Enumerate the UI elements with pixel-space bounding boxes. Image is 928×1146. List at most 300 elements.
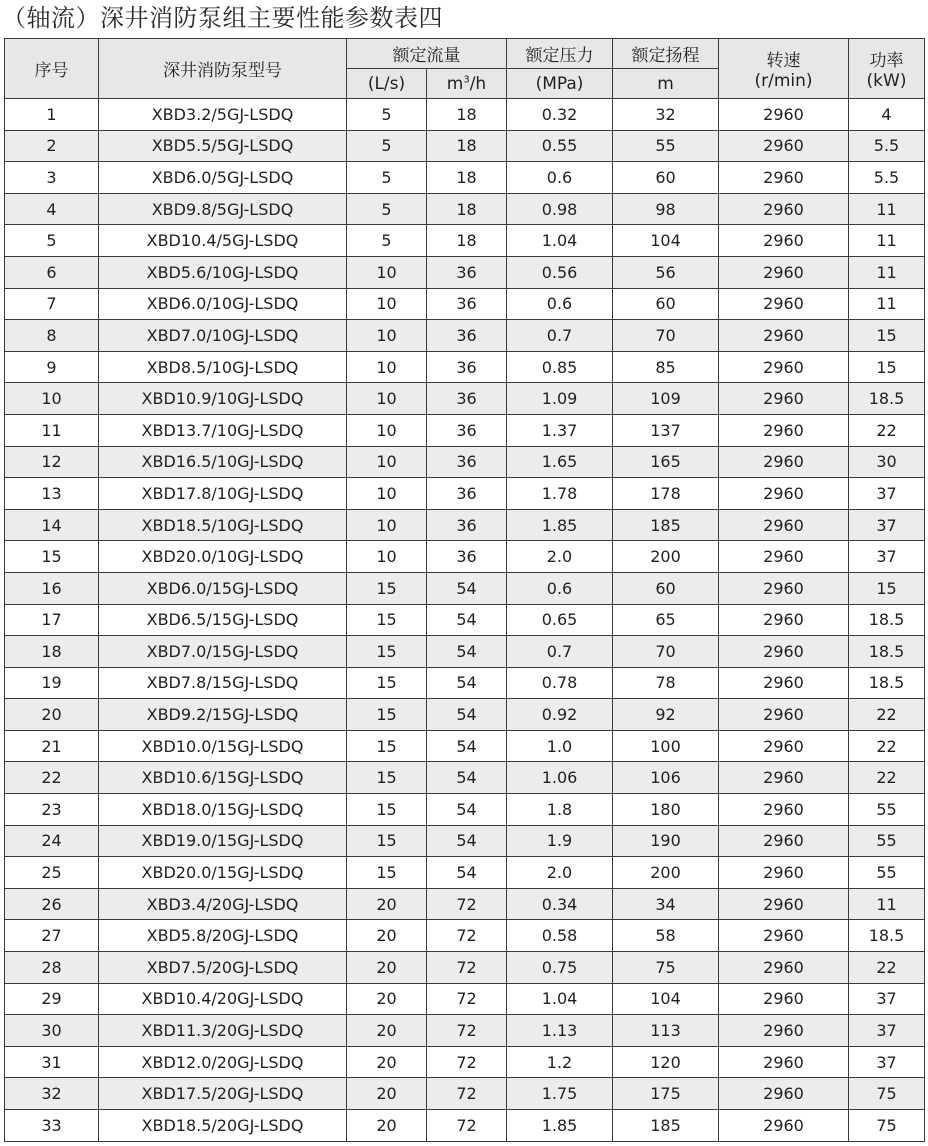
cell-speed: 2960 bbox=[719, 414, 849, 446]
cell-speed: 2960 bbox=[719, 699, 849, 731]
cell-power: 22 bbox=[849, 730, 925, 762]
cell-head: 109 bbox=[613, 383, 719, 415]
cell-model: XBD5.8/20GJ-LSDQ bbox=[99, 920, 347, 952]
table-row bbox=[5, 730, 925, 762]
cell-model: XBD7.0/15GJ-LSDQ bbox=[99, 636, 347, 668]
cell-speed: 2960 bbox=[719, 541, 849, 573]
cell-flow-m3h: 72 bbox=[427, 952, 507, 984]
header-power-unit: (kW) bbox=[866, 71, 907, 91]
cell-head: 190 bbox=[613, 825, 719, 857]
cell-speed: 2960 bbox=[719, 288, 849, 320]
cell-pressure: 0.75 bbox=[507, 952, 613, 984]
table-row bbox=[5, 99, 925, 131]
header-flow-unit-m3h bbox=[427, 69, 507, 99]
cell-speed: 2960 bbox=[719, 1046, 849, 1078]
cell-speed: 2960 bbox=[719, 667, 849, 699]
cell-power: 37 bbox=[849, 509, 925, 541]
cell-flow-ls: 20 bbox=[347, 1110, 427, 1142]
cell-speed: 2960 bbox=[719, 1078, 849, 1110]
cell-model: XBD10.4/20GJ-LSDQ bbox=[99, 983, 347, 1015]
cell-speed: 2960 bbox=[719, 888, 849, 920]
cell-pressure: 1.04 bbox=[507, 983, 613, 1015]
cell-model: XBD10.9/10GJ-LSDQ bbox=[99, 383, 347, 415]
cell-power: 4 bbox=[849, 99, 925, 131]
cell-flow-ls: 20 bbox=[347, 983, 427, 1015]
cell-flow-ls: 5 bbox=[347, 162, 427, 194]
cell-flow-ls: 5 bbox=[347, 225, 427, 257]
cell-index: 11 bbox=[5, 414, 99, 446]
cell-speed: 2960 bbox=[719, 256, 849, 288]
cell-model: XBD12.0/20GJ-LSDQ bbox=[99, 1046, 347, 1078]
table-row bbox=[5, 162, 925, 194]
cell-flow-ls: 20 bbox=[347, 888, 427, 920]
cell-index: 28 bbox=[5, 952, 99, 984]
table-row bbox=[5, 983, 925, 1015]
header-power bbox=[849, 39, 925, 99]
cell-speed: 2960 bbox=[719, 320, 849, 352]
cell-pressure: 0.78 bbox=[507, 667, 613, 699]
cell-pressure: 1.09 bbox=[507, 383, 613, 415]
cell-flow-ls: 20 bbox=[347, 952, 427, 984]
page-title: （轴流）深井消防泵组主要性能参数表四 bbox=[2, 4, 443, 32]
cell-head: 70 bbox=[613, 320, 719, 352]
cell-speed: 2960 bbox=[719, 446, 849, 478]
cell-pressure: 1.75 bbox=[507, 1078, 613, 1110]
cell-index: 32 bbox=[5, 1078, 99, 1110]
cell-index: 4 bbox=[5, 193, 99, 225]
cell-model: XBD6.0/10GJ-LSDQ bbox=[99, 288, 347, 320]
cell-index: 9 bbox=[5, 351, 99, 383]
header-pressure: 额定压力 bbox=[507, 39, 613, 69]
cell-head: 180 bbox=[613, 794, 719, 826]
cell-power: 37 bbox=[849, 1046, 925, 1078]
cell-pressure: 0.6 bbox=[507, 572, 613, 604]
cell-pressure: 0.6 bbox=[507, 288, 613, 320]
cell-flow-m3h: 72 bbox=[427, 1046, 507, 1078]
cell-power: 11 bbox=[849, 288, 925, 320]
cell-speed: 2960 bbox=[719, 952, 849, 984]
table-row bbox=[5, 130, 925, 162]
m3h-base: m bbox=[446, 73, 464, 94]
cell-model: XBD6.5/15GJ-LSDQ bbox=[99, 604, 347, 636]
cell-index: 12 bbox=[5, 446, 99, 478]
cell-power: 5.5 bbox=[849, 162, 925, 194]
table-row bbox=[5, 320, 925, 352]
cell-index: 16 bbox=[5, 572, 99, 604]
cell-head: 55 bbox=[613, 130, 719, 162]
cell-flow-ls: 10 bbox=[347, 478, 427, 510]
cell-speed: 2960 bbox=[719, 383, 849, 415]
cell-flow-ls: 15 bbox=[347, 604, 427, 636]
cell-head: 175 bbox=[613, 1078, 719, 1110]
header-flow-unit-ls: (L/s) bbox=[347, 69, 427, 99]
cell-flow-ls: 10 bbox=[347, 509, 427, 541]
table-row bbox=[5, 667, 925, 699]
header-speed-unit: (r/min) bbox=[754, 71, 813, 91]
cell-flow-ls: 5 bbox=[347, 130, 427, 162]
cell-speed: 2960 bbox=[719, 572, 849, 604]
cell-speed: 2960 bbox=[719, 730, 849, 762]
cell-power: 37 bbox=[849, 541, 925, 573]
cell-pressure: 1.8 bbox=[507, 794, 613, 826]
cell-model: XBD5.6/10GJ-LSDQ bbox=[99, 256, 347, 288]
cell-pressure: 1.37 bbox=[507, 414, 613, 446]
cell-index: 25 bbox=[5, 857, 99, 889]
cell-head: 185 bbox=[613, 1110, 719, 1142]
cell-model: XBD5.5/5GJ-LSDQ bbox=[99, 130, 347, 162]
cell-speed: 2960 bbox=[719, 636, 849, 668]
cell-flow-m3h: 18 bbox=[427, 225, 507, 257]
cell-head: 34 bbox=[613, 888, 719, 920]
header-index: 序号 bbox=[5, 39, 99, 99]
cell-head: 104 bbox=[613, 225, 719, 257]
cell-index: 18 bbox=[5, 636, 99, 668]
table-row bbox=[5, 794, 925, 826]
cell-model: XBD13.7/10GJ-LSDQ bbox=[99, 414, 347, 446]
cell-model: XBD8.5/10GJ-LSDQ bbox=[99, 351, 347, 383]
cell-flow-m3h: 18 bbox=[427, 162, 507, 194]
cell-head: 78 bbox=[613, 667, 719, 699]
table-row bbox=[5, 1078, 925, 1110]
cell-head: 106 bbox=[613, 762, 719, 794]
cell-index: 10 bbox=[5, 383, 99, 415]
cell-flow-m3h: 54 bbox=[427, 825, 507, 857]
cell-index: 30 bbox=[5, 1015, 99, 1047]
cell-pressure: 0.32 bbox=[507, 99, 613, 131]
cell-model: XBD18.0/15GJ-LSDQ bbox=[99, 794, 347, 826]
cell-model: XBD10.4/5GJ-LSDQ bbox=[99, 225, 347, 257]
cell-model: XBD10.6/15GJ-LSDQ bbox=[99, 762, 347, 794]
cell-index: 26 bbox=[5, 888, 99, 920]
cell-pressure: 0.98 bbox=[507, 193, 613, 225]
cell-flow-m3h: 36 bbox=[427, 383, 507, 415]
cell-head: 104 bbox=[613, 983, 719, 1015]
cell-power: 15 bbox=[849, 320, 925, 352]
cell-pressure: 1.9 bbox=[507, 825, 613, 857]
cell-index: 22 bbox=[5, 762, 99, 794]
m3h-tail: /h bbox=[469, 73, 487, 94]
table-row bbox=[5, 825, 925, 857]
cell-index: 13 bbox=[5, 478, 99, 510]
cell-model: XBD3.2/5GJ-LSDQ bbox=[99, 99, 347, 131]
table-row bbox=[5, 1110, 925, 1142]
cell-pressure: 2.0 bbox=[507, 857, 613, 889]
header-pressure-unit: (MPa) bbox=[507, 69, 613, 99]
cell-flow-ls: 20 bbox=[347, 1015, 427, 1047]
table-row bbox=[5, 225, 925, 257]
cell-flow-ls: 5 bbox=[347, 99, 427, 131]
cell-flow-m3h: 54 bbox=[427, 667, 507, 699]
cell-head: 185 bbox=[613, 509, 719, 541]
table-row bbox=[5, 572, 925, 604]
cell-head: 98 bbox=[613, 193, 719, 225]
cell-model: XBD9.8/5GJ-LSDQ bbox=[99, 193, 347, 225]
cell-flow-ls: 15 bbox=[347, 699, 427, 731]
cell-head: 100 bbox=[613, 730, 719, 762]
cell-flow-m3h: 36 bbox=[427, 446, 507, 478]
cell-index: 33 bbox=[5, 1110, 99, 1142]
header-head-unit: m bbox=[613, 69, 719, 99]
cell-head: 70 bbox=[613, 636, 719, 668]
cell-flow-ls: 20 bbox=[347, 1046, 427, 1078]
cell-speed: 2960 bbox=[719, 983, 849, 1015]
cell-flow-m3h: 54 bbox=[427, 857, 507, 889]
cell-pressure: 0.56 bbox=[507, 256, 613, 288]
cell-model: XBD7.8/15GJ-LSDQ bbox=[99, 667, 347, 699]
cell-flow-m3h: 36 bbox=[427, 288, 507, 320]
cell-flow-ls: 5 bbox=[347, 193, 427, 225]
cell-pressure: 1.65 bbox=[507, 446, 613, 478]
cell-head: 75 bbox=[613, 952, 719, 984]
cell-speed: 2960 bbox=[719, 130, 849, 162]
cell-head: 165 bbox=[613, 446, 719, 478]
cell-flow-m3h: 72 bbox=[427, 983, 507, 1015]
cell-pressure: 0.7 bbox=[507, 636, 613, 668]
cell-model: XBD6.0/5GJ-LSDQ bbox=[99, 162, 347, 194]
cell-power: 22 bbox=[849, 699, 925, 731]
cell-flow-m3h: 54 bbox=[427, 636, 507, 668]
cell-power: 75 bbox=[849, 1110, 925, 1142]
cell-speed: 2960 bbox=[719, 225, 849, 257]
cell-flow-m3h: 54 bbox=[427, 604, 507, 636]
cell-model: XBD18.5/20GJ-LSDQ bbox=[99, 1110, 347, 1142]
cell-speed: 2960 bbox=[719, 1110, 849, 1142]
cell-head: 85 bbox=[613, 351, 719, 383]
cell-speed: 2960 bbox=[719, 857, 849, 889]
cell-pressure: 1.85 bbox=[507, 1110, 613, 1142]
cell-pressure: 0.92 bbox=[507, 699, 613, 731]
cell-flow-m3h: 18 bbox=[427, 193, 507, 225]
cell-pressure: 0.6 bbox=[507, 162, 613, 194]
cell-pressure: 2.0 bbox=[507, 541, 613, 573]
m3h-exponent: 3 bbox=[463, 73, 470, 85]
cell-head: 60 bbox=[613, 572, 719, 604]
cell-model: XBD17.8/10GJ-LSDQ bbox=[99, 478, 347, 510]
cell-model: XBD3.4/20GJ-LSDQ bbox=[99, 888, 347, 920]
cell-flow-ls: 10 bbox=[347, 256, 427, 288]
cell-flow-ls: 15 bbox=[347, 572, 427, 604]
cell-head: 92 bbox=[613, 699, 719, 731]
cell-speed: 2960 bbox=[719, 920, 849, 952]
cell-power: 11 bbox=[849, 256, 925, 288]
cell-flow-ls: 15 bbox=[347, 730, 427, 762]
cell-index: 7 bbox=[5, 288, 99, 320]
cell-power: 11 bbox=[849, 225, 925, 257]
header-speed-label: 转速 bbox=[766, 51, 801, 71]
cell-index: 23 bbox=[5, 794, 99, 826]
table-row bbox=[5, 256, 925, 288]
cell-head: 65 bbox=[613, 604, 719, 636]
cell-pressure: 0.55 bbox=[507, 130, 613, 162]
cell-power: 11 bbox=[849, 193, 925, 225]
cell-flow-m3h: 54 bbox=[427, 572, 507, 604]
table-row bbox=[5, 509, 925, 541]
cell-pressure: 0.7 bbox=[507, 320, 613, 352]
cell-flow-m3h: 72 bbox=[427, 888, 507, 920]
cell-power: 11 bbox=[849, 888, 925, 920]
cell-model: XBD20.0/15GJ-LSDQ bbox=[99, 857, 347, 889]
table-row bbox=[5, 478, 925, 510]
cell-flow-ls: 15 bbox=[347, 636, 427, 668]
cell-power: 5.5 bbox=[849, 130, 925, 162]
cell-flow-m3h: 72 bbox=[427, 920, 507, 952]
cell-power: 22 bbox=[849, 952, 925, 984]
cell-speed: 2960 bbox=[719, 794, 849, 826]
cell-flow-m3h: 72 bbox=[427, 1110, 507, 1142]
cell-speed: 2960 bbox=[719, 825, 849, 857]
cell-speed: 2960 bbox=[719, 604, 849, 636]
table-row bbox=[5, 351, 925, 383]
cell-index: 15 bbox=[5, 541, 99, 573]
cell-flow-ls: 10 bbox=[347, 414, 427, 446]
cell-flow-m3h: 36 bbox=[427, 541, 507, 573]
cell-model: XBD17.5/20GJ-LSDQ bbox=[99, 1078, 347, 1110]
cell-index: 19 bbox=[5, 667, 99, 699]
table-row bbox=[5, 636, 925, 668]
cell-power: 18.5 bbox=[849, 636, 925, 668]
cell-speed: 2960 bbox=[719, 1015, 849, 1047]
cell-power: 22 bbox=[849, 762, 925, 794]
cell-power: 75 bbox=[849, 1078, 925, 1110]
cell-head: 113 bbox=[613, 1015, 719, 1047]
cell-pressure: 1.85 bbox=[507, 509, 613, 541]
cell-power: 18.5 bbox=[849, 604, 925, 636]
cell-pressure: 1.0 bbox=[507, 730, 613, 762]
header-speed bbox=[719, 39, 849, 99]
cell-pressure: 1.2 bbox=[507, 1046, 613, 1078]
cell-flow-m3h: 72 bbox=[427, 1015, 507, 1047]
cell-power: 55 bbox=[849, 825, 925, 857]
cell-index: 6 bbox=[5, 256, 99, 288]
cell-flow-ls: 15 bbox=[347, 762, 427, 794]
cell-power: 18.5 bbox=[849, 383, 925, 415]
cell-model: XBD20.0/10GJ-LSDQ bbox=[99, 541, 347, 573]
table-body bbox=[5, 99, 925, 1142]
cell-index: 24 bbox=[5, 825, 99, 857]
cell-pressure: 1.13 bbox=[507, 1015, 613, 1047]
cell-flow-m3h: 54 bbox=[427, 730, 507, 762]
header-model: 深井消防泵型号 bbox=[99, 39, 347, 99]
header-power-label: 功率 bbox=[869, 51, 904, 71]
cell-flow-m3h: 72 bbox=[427, 1078, 507, 1110]
table-row bbox=[5, 288, 925, 320]
table-row bbox=[5, 920, 925, 952]
cell-flow-m3h: 36 bbox=[427, 256, 507, 288]
table-row bbox=[5, 604, 925, 636]
cell-flow-ls: 20 bbox=[347, 1078, 427, 1110]
cell-model: XBD18.5/10GJ-LSDQ bbox=[99, 509, 347, 541]
cell-head: 60 bbox=[613, 162, 719, 194]
cell-speed: 2960 bbox=[719, 99, 849, 131]
cell-flow-ls: 15 bbox=[347, 794, 427, 826]
cell-head: 178 bbox=[613, 478, 719, 510]
cell-power: 22 bbox=[849, 414, 925, 446]
table-row bbox=[5, 1015, 925, 1047]
header-head: 额定扬程 bbox=[613, 39, 719, 69]
cell-flow-m3h: 18 bbox=[427, 130, 507, 162]
header-flow: 额定流量 bbox=[347, 39, 507, 69]
cell-speed: 2960 bbox=[719, 351, 849, 383]
cell-power: 15 bbox=[849, 572, 925, 604]
cell-flow-ls: 10 bbox=[347, 446, 427, 478]
cell-pressure: 1.04 bbox=[507, 225, 613, 257]
cell-flow-m3h: 36 bbox=[427, 509, 507, 541]
cell-speed: 2960 bbox=[719, 478, 849, 510]
cell-index: 27 bbox=[5, 920, 99, 952]
cell-index: 21 bbox=[5, 730, 99, 762]
table-row bbox=[5, 446, 925, 478]
table-row bbox=[5, 1046, 925, 1078]
cell-pressure: 0.85 bbox=[507, 351, 613, 383]
cell-model: XBD10.0/15GJ-LSDQ bbox=[99, 730, 347, 762]
cell-index: 14 bbox=[5, 509, 99, 541]
cell-flow-ls: 20 bbox=[347, 920, 427, 952]
cell-speed: 2960 bbox=[719, 509, 849, 541]
cell-model: XBD11.3/20GJ-LSDQ bbox=[99, 1015, 347, 1047]
cell-speed: 2960 bbox=[719, 162, 849, 194]
cell-power: 15 bbox=[849, 351, 925, 383]
cell-model: XBD9.2/15GJ-LSDQ bbox=[99, 699, 347, 731]
cell-model: XBD7.0/10GJ-LSDQ bbox=[99, 320, 347, 352]
cell-flow-ls: 10 bbox=[347, 383, 427, 415]
cell-head: 32 bbox=[613, 99, 719, 131]
cell-head: 60 bbox=[613, 288, 719, 320]
cell-flow-m3h: 36 bbox=[427, 478, 507, 510]
cell-pressure: 0.65 bbox=[507, 604, 613, 636]
cell-index: 3 bbox=[5, 162, 99, 194]
cell-model: XBD16.5/10GJ-LSDQ bbox=[99, 446, 347, 478]
table-row bbox=[5, 699, 925, 731]
cell-head: 58 bbox=[613, 920, 719, 952]
cell-flow-ls: 10 bbox=[347, 288, 427, 320]
cell-speed: 2960 bbox=[719, 762, 849, 794]
cell-flow-m3h: 36 bbox=[427, 320, 507, 352]
cell-model: XBD7.5/20GJ-LSDQ bbox=[99, 952, 347, 984]
cell-pressure: 1.06 bbox=[507, 762, 613, 794]
cell-index: 20 bbox=[5, 699, 99, 731]
performance-table bbox=[4, 38, 925, 1142]
table-row bbox=[5, 888, 925, 920]
cell-index: 31 bbox=[5, 1046, 99, 1078]
table-header bbox=[5, 39, 925, 99]
cell-power: 30 bbox=[849, 446, 925, 478]
cell-head: 56 bbox=[613, 256, 719, 288]
cell-index: 2 bbox=[5, 130, 99, 162]
table-row bbox=[5, 857, 925, 889]
table-row bbox=[5, 952, 925, 984]
cell-flow-m3h: 54 bbox=[427, 762, 507, 794]
cell-head: 120 bbox=[613, 1046, 719, 1078]
cell-power: 55 bbox=[849, 794, 925, 826]
cell-flow-ls: 15 bbox=[347, 825, 427, 857]
table-row bbox=[5, 193, 925, 225]
cell-pressure: 1.78 bbox=[507, 478, 613, 510]
cell-head: 137 bbox=[613, 414, 719, 446]
cell-power: 18.5 bbox=[849, 920, 925, 952]
cell-index: 8 bbox=[5, 320, 99, 352]
cell-power: 55 bbox=[849, 857, 925, 889]
table-row bbox=[5, 383, 925, 415]
cell-flow-ls: 10 bbox=[347, 351, 427, 383]
cell-flow-m3h: 18 bbox=[427, 99, 507, 131]
cell-head: 200 bbox=[613, 857, 719, 889]
table-row bbox=[5, 762, 925, 794]
cell-index: 1 bbox=[5, 99, 99, 131]
cell-power: 37 bbox=[849, 478, 925, 510]
cell-pressure: 0.58 bbox=[507, 920, 613, 952]
cell-index: 17 bbox=[5, 604, 99, 636]
cell-head: 200 bbox=[613, 541, 719, 573]
